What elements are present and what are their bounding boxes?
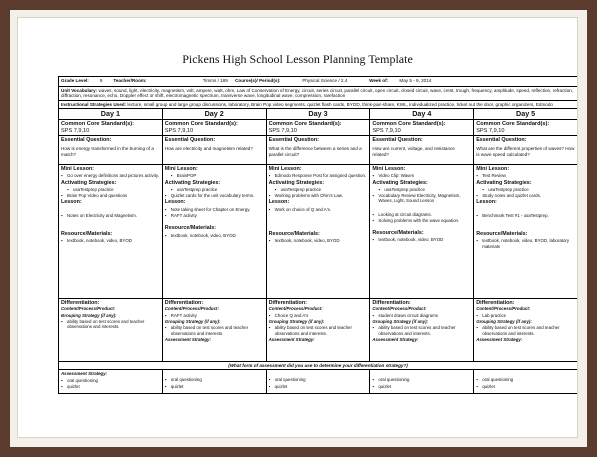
assessment-label: Assessment Strategy: bbox=[164, 336, 211, 342]
content-process-label: Content/Process/Product: bbox=[164, 306, 219, 312]
eq-label: Essential Question: bbox=[61, 137, 112, 144]
course-value: Physical Science / 2,4 bbox=[302, 78, 348, 83]
mini-lesson-label: Mini Lesson: bbox=[61, 166, 94, 173]
activating-item: ▪ usaTestprep practice bbox=[476, 187, 575, 192]
essential-question-row bbox=[59, 136, 578, 165]
eq-label: Essential Question: bbox=[164, 137, 216, 144]
resources-item: ▪ textbook, notebook, video, BYOD bbox=[269, 238, 368, 243]
core-label: Common Core Standard(s): bbox=[61, 121, 135, 128]
vocab-label: Unit Vocabulary: bbox=[61, 88, 98, 93]
grade-label: Grade Level: bbox=[61, 78, 89, 83]
mini-lesson-label: Mini Lesson: bbox=[268, 166, 302, 173]
mini-lesson-item: ▪ Video Clip: Waves bbox=[372, 173, 471, 178]
day-name: Day 1 bbox=[59, 109, 163, 120]
core-standards-row bbox=[59, 120, 578, 136]
activating-label: Activating Strategies: bbox=[372, 179, 428, 186]
page-title: Pickens High School Lesson Planning Template bbox=[182, 52, 413, 66]
assessment-item: ▪ oral questioning bbox=[372, 377, 471, 382]
core-label: Common Core Standard(s): bbox=[164, 121, 238, 128]
day-name: Day 2 bbox=[162, 109, 266, 120]
core-value: SPS 7,9,10 bbox=[164, 127, 194, 134]
lesson-plan-table bbox=[58, 76, 577, 394]
activating-item: ▪ Brain Pop Video and questions bbox=[61, 193, 160, 198]
assessment-item: ▪ quizlet bbox=[269, 384, 368, 389]
assessment-item: ▪ oral questioning bbox=[269, 377, 368, 382]
grouping-label: Grouping Strategy (if any): bbox=[268, 319, 325, 325]
week-value: May 5 - 9, 2014 bbox=[399, 78, 432, 83]
diff-label: Differentiation: bbox=[164, 300, 204, 307]
core-value: SPS 7,9,10 bbox=[476, 127, 505, 134]
eq-label: Essential Question: bbox=[268, 137, 319, 144]
content-process-label: Content/Process/Product: bbox=[372, 306, 427, 312]
core-label: Common Core Standard(s): bbox=[476, 121, 550, 128]
header-row-info bbox=[59, 77, 578, 87]
content-item: ▪ student drawn circuit diagrams bbox=[372, 313, 471, 318]
week-label: Week of: bbox=[369, 78, 389, 83]
diff-label: Differentiation: bbox=[61, 300, 100, 307]
lesson-label: Lesson: bbox=[476, 199, 497, 206]
mini-lesson-item: ▪ BrainPOP bbox=[165, 173, 264, 178]
lesson-item: ▪ Notes on Electricity and Magnetism. bbox=[61, 213, 160, 218]
resources-label: Resource/Materials: bbox=[476, 231, 528, 238]
lesson-item: ▪ RAFT activity bbox=[165, 213, 264, 218]
eq-value: How are current, voltage, and resistance related? bbox=[372, 146, 455, 157]
activating-label: Activating Strategies: bbox=[476, 179, 532, 186]
grouping-item: ▪ ability based on test scores and teacher observations and interests. bbox=[61, 319, 160, 329]
activating-item: ▪ Study notes and quizlet cards. bbox=[476, 193, 575, 198]
grouping-item: ▪ ability based on test scores and teacher observations and interests. bbox=[372, 325, 471, 335]
assessment-item: ▪ quizlet bbox=[61, 384, 160, 389]
assessment-question: (What form of assessment did you use to determine your differentiation strategy?) bbox=[59, 362, 578, 370]
mini-lesson-label: Mini Lesson: bbox=[164, 166, 198, 173]
grouping-label: Grouping Strategy (if any): bbox=[476, 319, 532, 325]
assessment-label: Assessment Strategy: bbox=[61, 371, 108, 377]
grade-value: 9 bbox=[99, 78, 103, 83]
resources-item: ▪ textbook, notebook, video, BYOD bbox=[61, 238, 160, 243]
lesson-item: ▪ Looking at circuit diagrams. bbox=[372, 212, 471, 217]
resources-label: Resource/Materials: bbox=[268, 231, 320, 238]
day-name: Day 4 bbox=[370, 109, 474, 120]
mini-lesson-label: Mini Lesson: bbox=[476, 166, 510, 173]
assessment-item: ▪ oral questioning bbox=[476, 377, 575, 382]
mini-lesson-item: ▪ Edmodo Response Post for assigned question. bbox=[269, 173, 368, 178]
assessment-row bbox=[59, 370, 578, 394]
core-value: SPS 7,9,10 bbox=[268, 127, 297, 134]
activating-item: ▪ Vocabulary Review Electricity, Magnetism, Waves, Light, Sound Lesson bbox=[372, 193, 471, 203]
day-name: Day 3 bbox=[266, 109, 370, 120]
vocab-value: waves, sound, light, electricity, magnetism, volt, ampere, watt, ohm, Law of Conservation of Energy, circuit, series circuit, parallel circuit, open circuit, closed circuit, wave, crest, trough, frequency, amplitude, speed, reflection, refraction, diffraction, resonance, echo, Doppler effect or shift, electromagnetic spectrum, transverse wave, longitudinal wave, compression, rarefaction bbox=[61, 88, 574, 99]
grouping-item: ▪ ability based on test scores and teacher observations and interests. bbox=[476, 325, 575, 335]
activating-item: ▪ usaTestprep practice bbox=[165, 187, 264, 192]
content-item: ▪ Lab practice bbox=[476, 313, 575, 318]
grouping-label: Grouping Strategy (if any): bbox=[164, 319, 221, 325]
core-value: SPS 7,9,10 bbox=[61, 127, 90, 134]
diff-label: Differentiation: bbox=[372, 300, 411, 307]
diff-label: Differentiation: bbox=[268, 300, 307, 307]
lesson-item: ▪ Note taking sheet for Chapter on Energy. bbox=[165, 207, 264, 212]
lesson-row bbox=[59, 165, 578, 299]
lesson-item: ▪ Benchmark Test #1 - usaTestprep. bbox=[476, 213, 575, 218]
eq-value: What are the different properties of waves? How is wave speed calculated? bbox=[476, 146, 575, 157]
lesson-item: ▪ Solving problems with the wave equation. bbox=[372, 218, 471, 223]
activating-item: ▪ usaTestprep practice bbox=[61, 187, 160, 192]
resources-item: ▪ textbook, notebook, video, BYOD bbox=[165, 233, 264, 238]
lesson-label: Lesson: bbox=[61, 199, 82, 206]
mini-lesson-item: ▪ Go over energy definitions and pictures activity. bbox=[61, 173, 160, 178]
assessment-question-row bbox=[59, 362, 578, 370]
day-names-row bbox=[59, 109, 578, 120]
activating-item: ▪ usaTestprep practice bbox=[269, 187, 368, 192]
content-item: ▪ RAFT activity bbox=[165, 313, 264, 318]
assessment-item: ▪ quizlet bbox=[372, 384, 471, 389]
teacher-value: Timms / 189 bbox=[202, 78, 228, 83]
diff-label: Differentiation: bbox=[476, 300, 515, 307]
differentiation-row bbox=[59, 299, 578, 362]
core-label: Common Core Standard(s): bbox=[268, 121, 342, 128]
assessment-item: ▪ oral questioning bbox=[165, 377, 264, 382]
strategies-value: lecture, small group and large group discussions, laboratory, Brain Pop video segments, quizlet flash cards, BYOD, think-pair-share, KWL, individualized practice, ticket out the door, graphic organizers, Edmodo bbox=[127, 101, 553, 107]
assessment-label: Assessment Strategy: bbox=[372, 336, 419, 342]
activating-label: Activating Strategies: bbox=[61, 179, 117, 186]
grouping-item: ▪ ability based on test scores and teacher observations and interests. bbox=[269, 325, 368, 335]
content-item: ▪ Choice Q and A's bbox=[269, 313, 368, 318]
grouping-label: Grouping Strategy (if any): bbox=[61, 312, 117, 318]
teacher-label: Teacher/Room: bbox=[113, 78, 147, 83]
assessment-item: ▪ oral questioning bbox=[61, 378, 160, 383]
resources-item: ▪ textbook, notebook, video, BYOD, laboratory materials bbox=[476, 238, 575, 248]
lesson-plan-page bbox=[18, 18, 577, 437]
eq-label: Essential Question: bbox=[372, 137, 423, 144]
core-label: Common Core Standard(s): bbox=[372, 121, 446, 128]
activating-label: Activating Strategies: bbox=[268, 179, 325, 186]
resources-item: ▪ textbook, notebook, video, BYOD bbox=[372, 237, 471, 242]
assessment-item: ▪ quizlet bbox=[476, 384, 575, 389]
header-row-vocab bbox=[59, 87, 578, 101]
assessment-label: Assessment Strategy: bbox=[476, 336, 523, 342]
lesson-label: Lesson: bbox=[268, 199, 290, 206]
eq-value: How is energy transformed in the burning of a match? bbox=[61, 146, 154, 157]
mini-lesson-item: ▪ Test Review bbox=[476, 173, 575, 178]
mini-lesson-label: Mini Lesson: bbox=[372, 166, 406, 173]
course-label: Course(s)/ Period(s): bbox=[235, 78, 281, 83]
resources-label: Resource/Materials: bbox=[164, 225, 217, 232]
activating-item: ▪ Working problems with Ohm's Law. bbox=[269, 193, 368, 198]
content-process-label: Content/Process/Product: bbox=[268, 306, 323, 312]
grouping-item: ▪ ability based on test scores and teacher observations and interests. bbox=[165, 325, 264, 335]
grouping-label: Grouping Strategy (if any): bbox=[372, 319, 429, 325]
day-name: Day 5 bbox=[474, 109, 577, 120]
activating-item: ▪ Quizlet cards for the unit vocabulary terms. bbox=[165, 193, 264, 198]
activating-label: Activating Strategies: bbox=[164, 179, 221, 186]
resources-label: Resource/Materials: bbox=[372, 230, 424, 237]
content-process-label: Content/Process/Product: bbox=[61, 306, 116, 312]
lesson-label: Lesson: bbox=[164, 199, 186, 206]
eq-value: How are electricity and magnetism related? bbox=[164, 146, 253, 152]
header-row-strategies bbox=[59, 100, 578, 108]
eq-value: What is the difference between a series and a parallel circuit? bbox=[268, 146, 362, 157]
resources-label: Resource/Materials: bbox=[61, 231, 113, 238]
content-process-label: Content/Process/Product: bbox=[476, 306, 531, 312]
core-value: SPS 7,9,10 bbox=[372, 127, 401, 134]
lesson-item: ▪ Work on choice of Q and A's. bbox=[269, 207, 368, 212]
activating-item: ▪ usaTestprep practice bbox=[372, 187, 471, 192]
eq-label: Essential Question: bbox=[476, 137, 527, 144]
assessment-item: ▪ quizlet bbox=[165, 384, 264, 389]
assessment-label: Assessment Strategy: bbox=[268, 336, 315, 342]
strategies-label: Instructional Strategies Used: bbox=[61, 101, 127, 107]
